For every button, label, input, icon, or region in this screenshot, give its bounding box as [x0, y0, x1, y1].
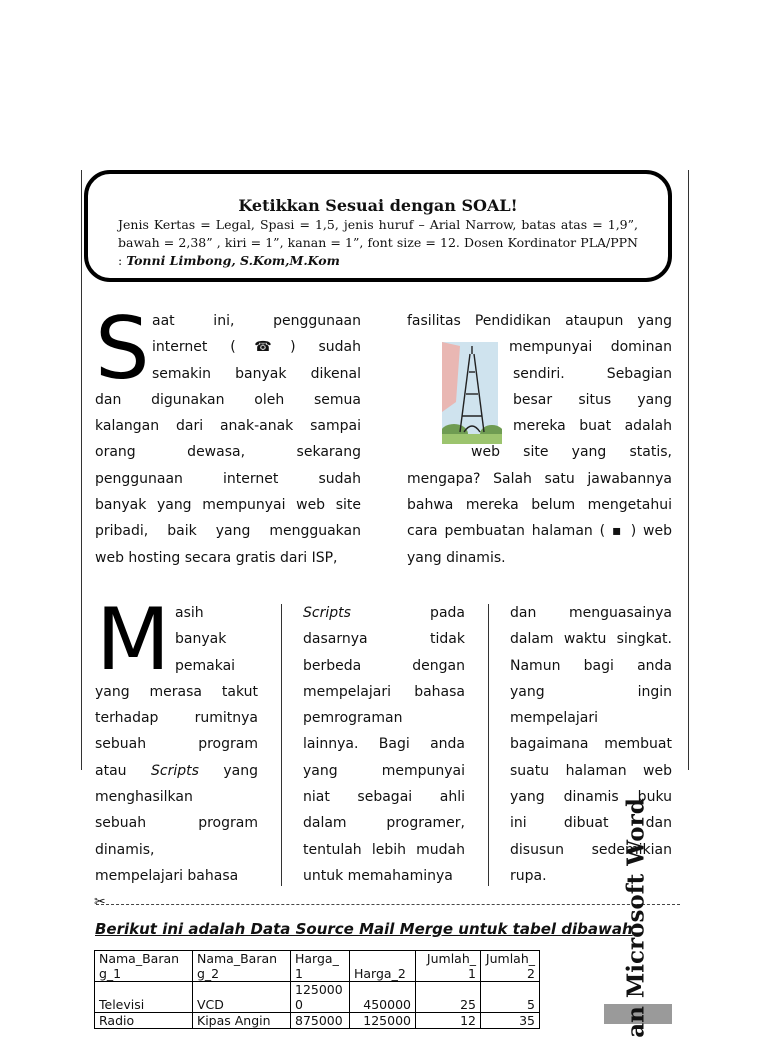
table-cell: 450000 [350, 982, 416, 1013]
table-cell: Radio [95, 1013, 193, 1029]
instruction-body [118, 216, 638, 270]
text-line: dan menguasainya [510, 605, 672, 621]
page-border-right [688, 170, 689, 770]
text-line: penggunaan internet sudah [95, 470, 361, 487]
text-line: pemakai [175, 657, 236, 674]
table-cell: 125000 [350, 1013, 416, 1029]
table-cell: 35 [481, 1013, 540, 1029]
text-line: sebuah program [95, 736, 258, 753]
text-line: asih [175, 605, 204, 621]
text-line: fasilitas Pendidikan ataupun yang [407, 313, 672, 329]
column-divider-1 [281, 604, 282, 886]
table-cell: VCD [193, 982, 291, 1013]
text-line: mempelajari bahasa [303, 683, 465, 700]
text-line: web hosting secara gratis dari ISP, [95, 549, 338, 566]
table-cell: 125000 0 [291, 982, 350, 1013]
table-row [95, 982, 540, 1013]
text-line: yang dinamis buku [510, 789, 672, 806]
text-line: dalam programer, [303, 815, 465, 832]
text-line: mempunyai dominan [509, 339, 672, 356]
cut-line [96, 904, 680, 905]
text-line: pribadi, baik yang mengguakan [95, 523, 361, 540]
text-line: menghasilkan [95, 789, 193, 806]
table-cell: 875000 [291, 1013, 350, 1029]
text-line: Scripts pada [303, 605, 465, 621]
header-cell: Harga_2 [350, 951, 416, 982]
text-line: mempelajari [510, 710, 598, 727]
text-line: ini dibuat dan [510, 815, 672, 832]
text-line: dan digunakan oleh semua [95, 391, 361, 408]
text-line: mempelajari bahasa [95, 867, 239, 884]
text-line: aat ini, penggunaan [152, 313, 361, 329]
header-cell: Nama_Baran g_1 [95, 951, 193, 982]
text-line: yang dinamis. [407, 549, 506, 566]
section2-column-1 [95, 600, 258, 889]
text-line: besar situs yang [513, 391, 672, 408]
text-line: dinamis, [95, 841, 155, 858]
text-line: web site yang statis, [471, 444, 672, 461]
text-line: semakin banyak dikenal [152, 365, 361, 382]
text-line: lainnya. Bagi anda [303, 736, 465, 753]
dropcap-s: S [95, 299, 150, 399]
text-line: niat sebagai ahli [303, 789, 465, 806]
table-cell: Televisi [95, 982, 193, 1013]
data-source-table [94, 950, 540, 1029]
text-line: dasarnya tidak [303, 631, 465, 648]
text-line: terhadap rumitnya [95, 710, 258, 727]
column-divider-2 [488, 604, 489, 886]
text-line: berbeda dengan [303, 657, 465, 674]
table-cell: 12 [416, 1013, 481, 1029]
text-line: atau Scripts yang [95, 762, 258, 779]
text-line: internet (☎) sudah [152, 339, 361, 356]
text-line: sendiri. Sebagian [513, 365, 672, 382]
text-line: disusun sedemikian [510, 841, 672, 858]
text-line: bahwa mereka belum mengetahui [407, 497, 672, 514]
header-cell: Harga_ 1 [291, 951, 350, 982]
instruction-author: Tonni Limbong, S.Kom,M.Kom [126, 253, 340, 268]
section2-column-2 [303, 600, 465, 889]
header-cell: Jumlah_ 2 [481, 951, 540, 982]
text-line: untuk memahaminya [303, 867, 453, 884]
table-heading: Berikut ini adalah Data Source Mail Merge untuk tabel dibawah [95, 920, 633, 938]
side-label [612, 798, 660, 1038]
section1-left-column [95, 299, 361, 571]
table-cell: 25 [416, 982, 481, 1013]
text-line: kalangan dari anak-anak sampai [95, 418, 361, 435]
dropcap-m: M [96, 590, 171, 690]
text-line: sebuah program [95, 815, 258, 832]
text-line: banyak yang mempunyai web site [95, 497, 361, 514]
eiffel-tower-icon [442, 342, 502, 444]
table-row [95, 1013, 540, 1029]
page-border-left [81, 170, 82, 770]
text-line: dalam waktu singkat. [510, 631, 672, 648]
instruction-title: Ketikkan Sesuai dengan SOAL! [238, 196, 518, 215]
table-header-row [95, 951, 540, 982]
text-line: cara pembuatan halaman ( ▪ ) web [407, 523, 672, 540]
text-line: bagaimana membuat [510, 736, 672, 753]
text-line: mengapa? Salah satu jawabannya [407, 470, 672, 487]
header-cell: Nama_Baran g_2 [193, 951, 291, 982]
side-label-text: an Microsoft Word [622, 798, 650, 1038]
instruction-box [84, 170, 672, 282]
text-line: rupa. [510, 867, 547, 884]
text-line: yang merasa takut [95, 683, 258, 700]
table-cell: Kipas Angin [193, 1013, 291, 1029]
header-cell: Jumlah_ 1 [416, 951, 481, 982]
text-line: mereka buat adalah [513, 418, 672, 435]
text-line: suatu halaman web [510, 762, 672, 779]
text-line: banyak [175, 631, 227, 648]
text-line: yang ingin [510, 683, 672, 700]
instruction-text: Jenis Kertas = Legal, Spasi = 1,5, jenis huruf – Arial Narrow, batas atas = 1,9”, bawah = 2,38” , kiri = 1”, kanan = 1”, font size = 12. Dosen Kordinator PLA/PPN : [118, 217, 638, 268]
text-line: Namun bagi anda [510, 657, 672, 674]
text-line: orang dewasa, sekarang [95, 444, 361, 461]
text-line: pemrograman [303, 710, 403, 727]
text-line: yang mempunyai [303, 762, 465, 779]
table-cell: 5 [481, 982, 540, 1013]
text-line: tentulah lebih mudah [303, 841, 465, 858]
scissors-icon: ✂ [94, 894, 106, 910]
